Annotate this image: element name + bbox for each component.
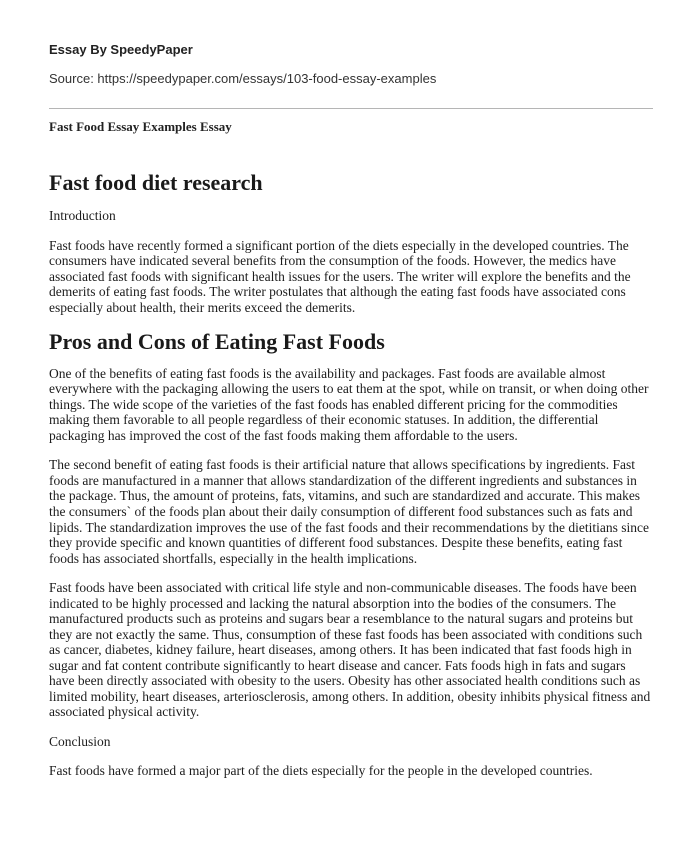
header-divider <box>49 108 653 109</box>
source-line: Source: https://speedypaper.com/essays/103-food-essay-examples <box>49 71 437 86</box>
introduction-paragraph: Fast foods have recently formed a significant portion of the diets especially in the developed countries. The consumers have indicated several benefits from the consumption of the foods. However, the medics have associated fast foods with significant health issues for the users. The writer will explore the benefits and the demerits of eating fast foods. The writer postulates that although the eating fast foods have associated cons especially about health, their merits exceed the demerits. <box>49 237 631 315</box>
document-title: Fast Food Essay Examples Essay <box>49 119 232 134</box>
conclusion-label: Conclusion <box>49 733 111 749</box>
essay-body <box>49 170 653 793</box>
page-header <box>49 42 653 86</box>
section-heading: Pros and Cons of Eating Fast Foods <box>49 329 385 355</box>
introduction-label: Introduction <box>49 208 116 224</box>
conclusion-paragraph: Fast foods have formed a major part of the diets especially for the people in the developed countries. <box>49 763 593 779</box>
body-paragraph-2: The second benefit of eating fast foods is their artificial nature that allows specifications by ingredients. Fast foods are manufactured in a manner that allows standardization of the different ingredients and substances in the package. Thus, the amount of proteins, fats, vitamins, and such are standardized and accurate. This makes the consumers` of the foods plan about their daily consumption of different food substances such as fats and lipids. The standardization improves the use of the fast foods and their recommendations by the dietitians since they provide specific and known quantities of different food substances. Despite these benefits, eating fast foods has associated shortfalls, especially in the health implications. <box>49 457 649 566</box>
body-paragraph-3: Fast foods have been associated with critical life style and non-communicable diseases. The foods have been indicated to be highly processed and lacking the natural absorption into the bodies of the consumers. The manufactured products such as proteins and sugars bear a resemblance to the natural sugars and proteins but they are not exactly the same. Thus, consumption of these fast foods has been associated with conditions such as cancer, diabetes, kidney failure, heart diseases, among others. It has been indicated that fast foods high in sugar and fat content contribute significantly to heart disease and cancer. Fats foods high in fats and sugars have been directly associated with obesity to the users. Obesity has other associated health conditions such as limited mobility, heart diseases, arteriosclerosis, among others. In addition, obesity inhibits physical fitness and associated physical activity. <box>49 580 651 720</box>
brand-title: Essay By SpeedyPaper <box>49 42 193 57</box>
body-paragraph-1: One of the benefits of eating fast foods is the availability and packages. Fast foods are available almost everywhere with the packaging allowing the users to eat them at the spot, while on transit, or when doing other things. The wide scope of the varieties of the fast foods has enabled different pricing for the commodities making them favorable to all people regardless of their economic statuses. In addition, the differential packaging has improved the cost of the fast foods making them affordable to the users. <box>49 365 649 443</box>
essay-heading: Fast food diet research <box>49 170 263 195</box>
